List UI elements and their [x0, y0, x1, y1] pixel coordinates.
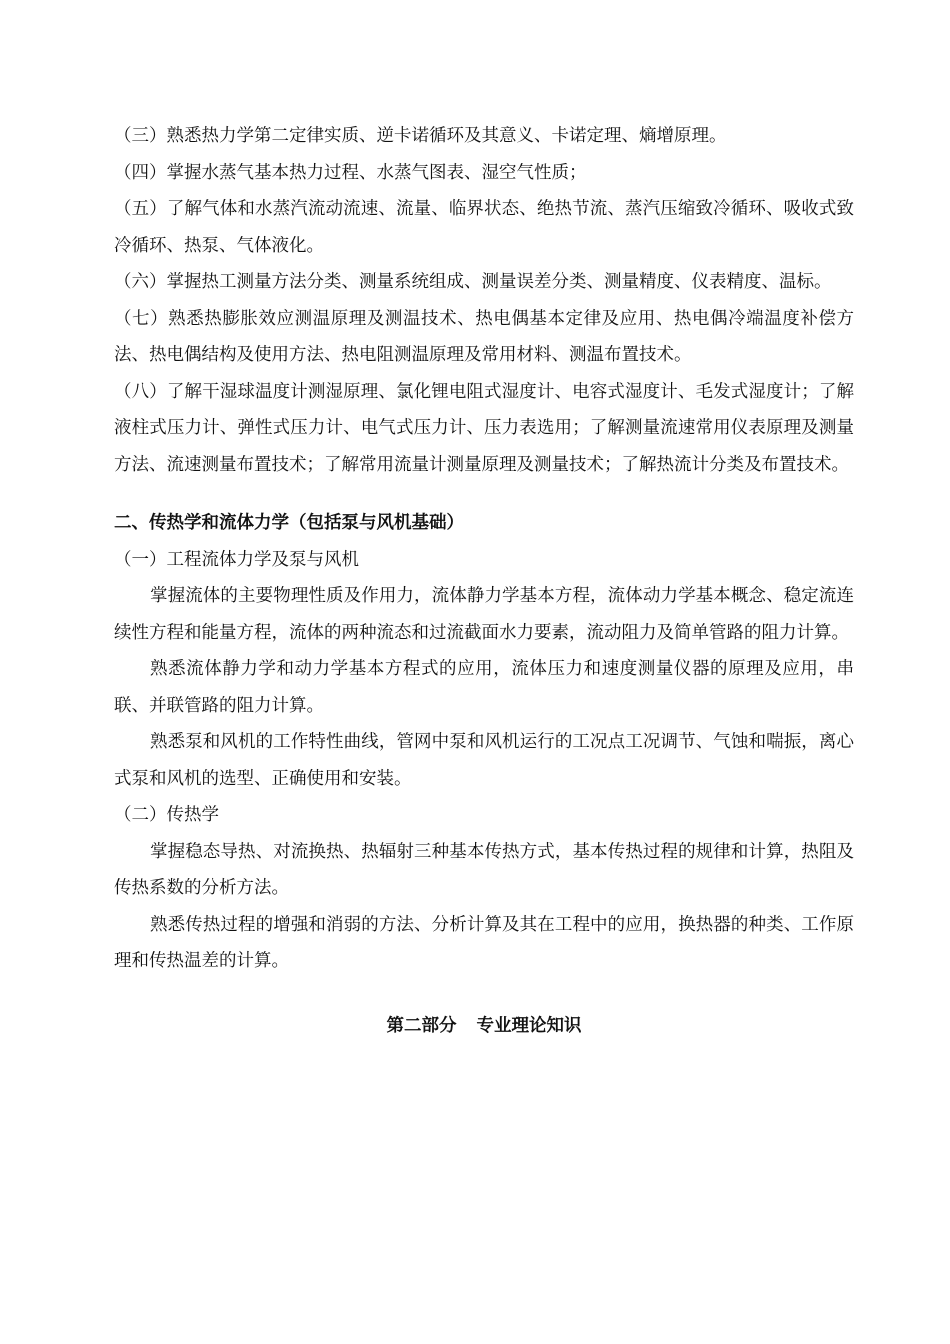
- spacer: [114, 980, 854, 1008]
- subsection-title-heat-transfer: （二）传热学: [114, 805, 219, 825]
- paragraph: 熟悉传热过程的增强和消弱的方法、分析计算及其在工程中的应用，换热器的种类、工作原理和传热温差的计算。: [114, 914, 854, 971]
- item-8: （八）了解干湿球温度计测湿原理、氯化锂电阻式湿度计、电容式湿度计、毛发式湿度计；了解液柱式压力计、弹性式压力计、电气式压力计、压力表选用；了解测量流速常用仪表原理及测量方法、流速测量布置技术；了解常用流量计测量原理及测量技术；了解热流计分类及布置技术。: [114, 381, 854, 475]
- section-heading: 二、传热学和流体力学（包括泵与风机基础）: [114, 513, 464, 533]
- subsection-title-fluid: （一）工程流体力学及泵与风机: [114, 549, 359, 570]
- item-3: （三）熟悉热力学第二定律实质、逆卡诺循环及其意义、卡诺定理、熵增原理。: [114, 126, 727, 146]
- paragraph: 掌握稳态导热、对流换热、热辐射三种基本传热方式，基本传热过程的规律和计算，热阻及传热系数的分析方法。: [114, 841, 854, 898]
- item-7: （七）熟悉热膨胀效应测温原理及测温技术、热电偶基本定律及应用、热电偶冷端温度补偿方法、热电偶结构及使用方法、热电阻测温原理及常用材料、测温布置技术。: [114, 308, 854, 365]
- document-page: [114, 118, 854, 1044]
- item-6: （六）掌握热工测量方法分类、测量系统组成、测量误差分类、测量精度、仪表精度、温标。: [114, 272, 832, 292]
- paragraph: 熟悉流体静力学和动力学基本方程式的应用，流体压力和速度测量仪器的原理及应用，串联、并联管路的阻力计算。: [114, 659, 854, 716]
- part-title: 第二部分 专业理论知识: [386, 1015, 582, 1036]
- spacer: [114, 483, 854, 505]
- paragraph: 熟悉泵和风机的工作特性曲线，管网中泵和风机运行的工况点工况调节、气蚀和喘振，离心式泵和风机的选型、正确使用和安装。: [114, 732, 854, 789]
- item-4: （四）掌握水蒸气基本热力过程、水蒸气图表、湿空气性质；: [114, 162, 587, 183]
- item-5: （五）了解气体和水蒸汽流动流速、流量、临界状态、绝热节流、蒸汽压缩致冷循环、吸收式致冷循环、热泵、气体液化。: [114, 199, 854, 256]
- paragraph: 掌握流体的主要物理性质及作用力，流体静力学基本方程，流体动力学基本概念、稳定流连续性方程和能量方程，流体的两种流态和过流截面水力要素，流动阻力及简单管路的阻力计算。: [114, 586, 854, 643]
